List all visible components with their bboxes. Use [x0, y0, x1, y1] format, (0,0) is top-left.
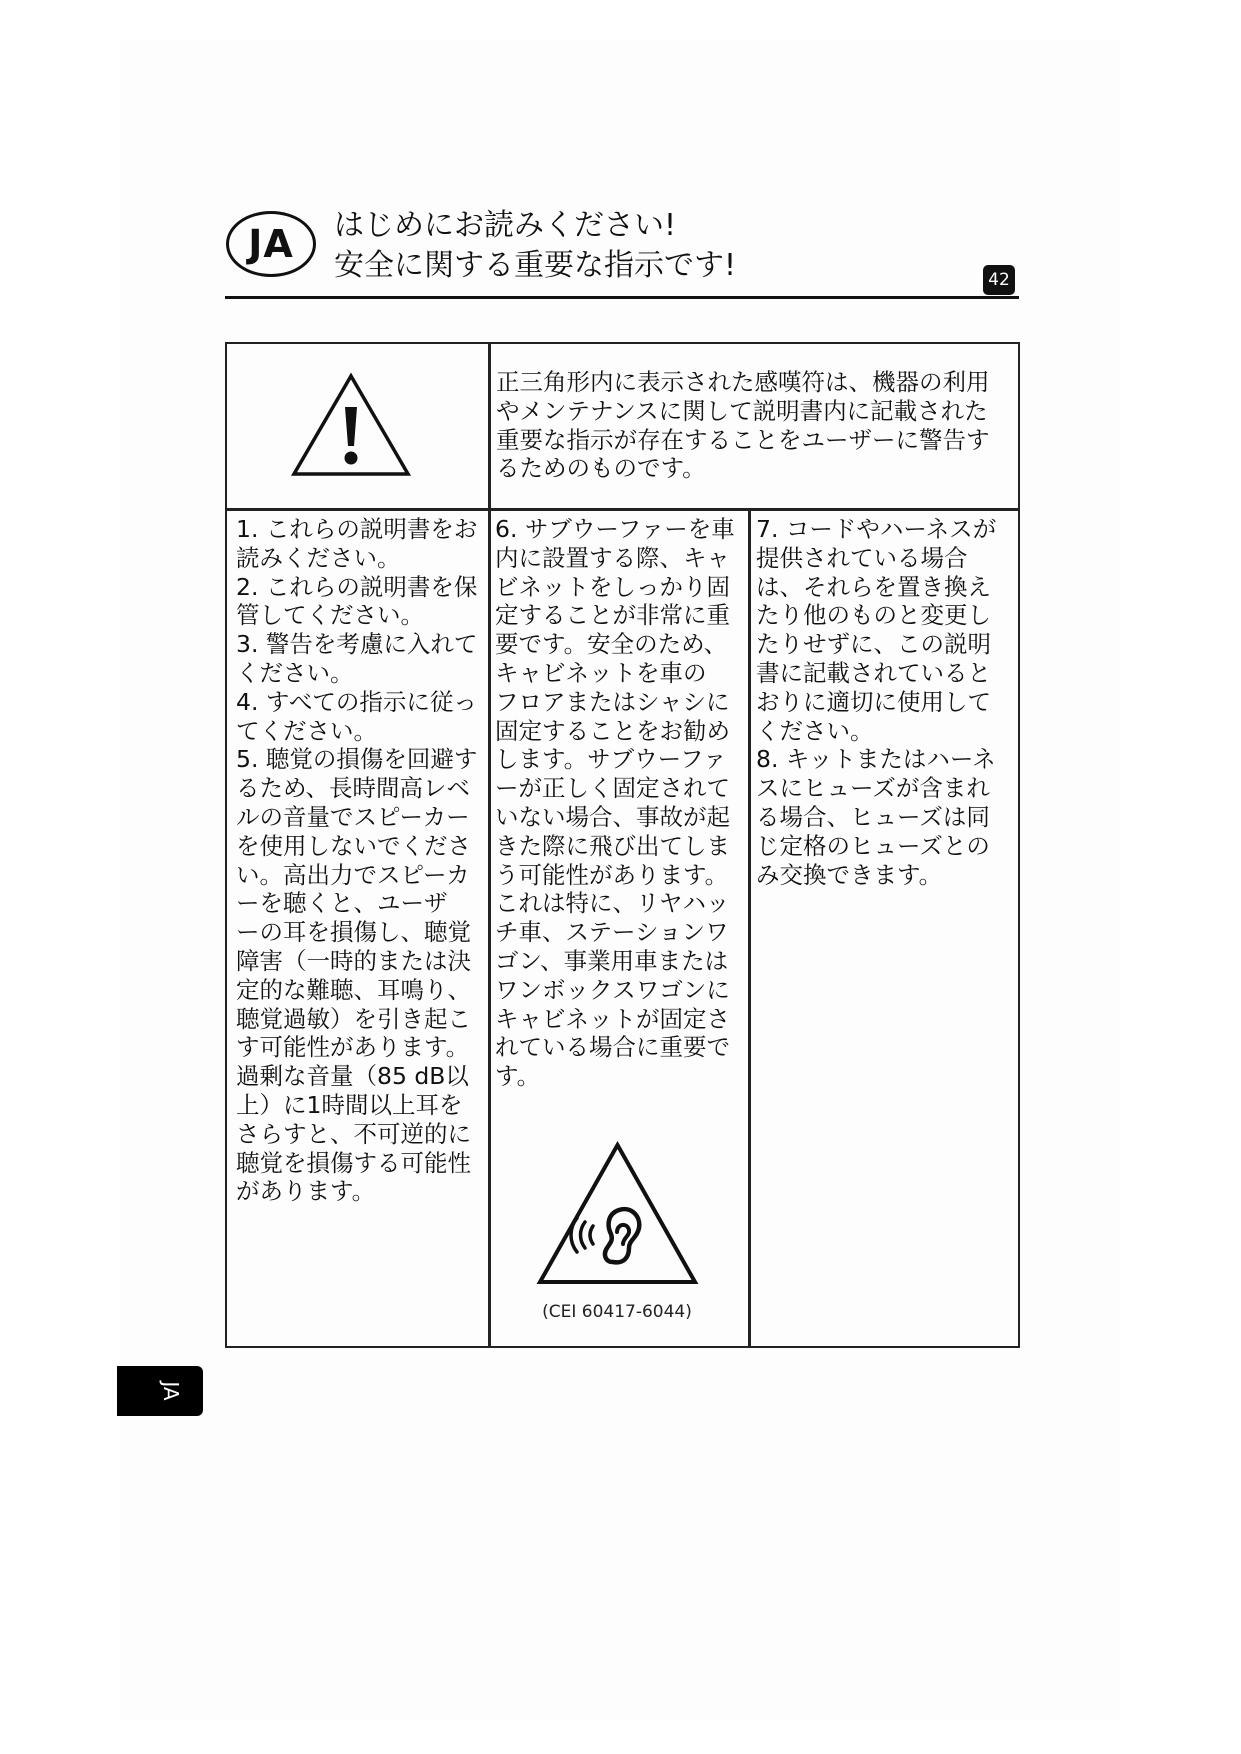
header-divider: [225, 296, 1019, 299]
language-badge: [226, 211, 316, 277]
hearing-symbol-caption: (CEI 60417-6044): [542, 1302, 692, 1322]
language-side-tab: [117, 1366, 203, 1416]
language-side-tab-label: JA: [159, 1381, 183, 1401]
instructions-column-2: 6. サブウーファーを車 内に設置する際、キャ ビネットをしっかり固 定することが非常に重 要です。安全のため、 キャビネットを車の フロアまたはシャシに 固定することをお勧め します。サブウーファ ーが正しく固定されて いない場合、事故が起 きた際に飛び出てしま う可能性があります。 これは特に、リヤハッ チ車、ステーションワ ゴン、事業用車または ワンボックスワゴンに キャビネットが固定さ れている場合に重要で す。: [495, 515, 735, 1091]
page-title-line1: はじめにお読みください!: [334, 208, 677, 243]
language-badge-label: JA: [248, 222, 294, 266]
page-number: 42: [988, 270, 1010, 290]
table-divider: [226, 508, 1019, 511]
page-title-line2: 安全に関する重要な指示です!: [334, 248, 737, 283]
table-divider: [488, 343, 491, 1347]
hearing-warning-icon: [535, 1140, 700, 1288]
intro-warning-text: 正三角形内に表示された感嘆符は、機器の利用 やメンテナンスに関して説明書内に記載された 重要な指示が存在することをユーザーに警告す るためのものです。: [496, 368, 990, 483]
instructions-column-1: 1. これらの説明書をお 読みください。 2. これらの説明書を保 管してください。 3. 警告を考慮に入れて ください。 4. すべての指示に従っ てください。 5. 聴覚の損傷を回避す るため、長時間高レベ ルの音量でスピーカー を使用しないでくださ い。高出力でスピーカ ーを聴くと、ユーザ ーの耳を損傷し、聴覚 障害（一時的または決 定的な難聴、耳鳴り、 聴覚過敏）を引き起こ す可能性があります。 過剰な音量（85 dB以 上）に1時間以上耳を さらすと、不可逆的に 聴覚を損傷する可能性 があります。: [236, 515, 478, 1206]
instructions-column-3: 7. コードやハーネスが 提供されている場合 は、それらを置き換え たり他のものと変更し たりせずに、この説明 書に記載されていると おりに適切に使用して ください。 8. キットまたはハーネ スにヒューズが含まれ る場合、ヒューズは同 じ定格のヒューズとの み交換できます。: [756, 515, 997, 889]
table-divider: [748, 509, 751, 1347]
page-number-badge: [983, 265, 1015, 295]
page-title: [334, 206, 736, 286]
exclamation-warning-icon: [290, 372, 412, 478]
